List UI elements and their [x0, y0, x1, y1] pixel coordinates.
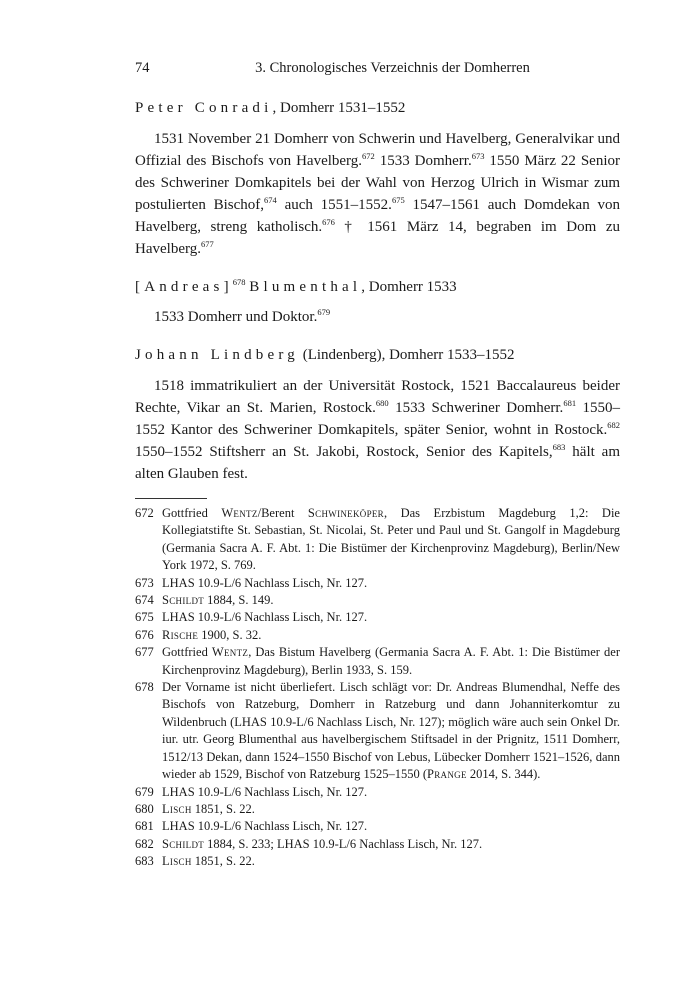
running-title: 3. Chronologisches Verzeichnis der Domherren: [255, 60, 530, 76]
footnote-ref: 681: [563, 398, 577, 408]
footnote-678: [135, 679, 620, 783]
footnote-number: 679: [135, 784, 154, 799]
footnote-text: LHAS 10.9-L/6 Nachlass Lisch, Nr. 127.: [162, 575, 368, 590]
footnote-673: [135, 575, 620, 592]
footnote-ref: 673: [471, 151, 485, 161]
footnote-number: 681: [135, 819, 154, 834]
footnote-text: Schildt 1884, S. 233; LHAS 10.9-L/6 Nachlass Lisch, Nr. 127.: [162, 836, 483, 851]
entry-dates: , Domherr 1533: [361, 279, 457, 295]
footnote-number: 673: [135, 575, 154, 590]
footnote-text: Schildt 1884, S. 149.: [162, 593, 274, 608]
entry-heading-blumenthal: [135, 277, 620, 297]
footnote-ref: 674: [264, 195, 277, 205]
footnote-674: [135, 592, 620, 609]
footnote-text: Gottfried Wentz, Das Bistum Havelberg (Germania Sacra A. F. Abt. 1: Die Bistümer der Kirchenprovinz Magdeburg), Berlin 1933, S. 159.: [162, 645, 620, 677]
footnote-681: [135, 818, 620, 835]
entry-heading-conradi: [135, 98, 620, 118]
entry-name: Blumenthal: [249, 279, 362, 295]
footnote-text: Rische 1900, S. 32.: [162, 627, 262, 642]
page-number: 74: [135, 60, 150, 76]
footnote-text: Der Vorname ist nicht überliefert. Lisch schlägt vor: Dr. Andreas Blumendhal, Neffe des Bischofs von Ratzeburg, Domherr in Ratzeburg und dann Johanniterkomtur zu Wildenbruch (LHAS 10.9-L/6 Nachlass Lisch, Nr. 127); möglich wäre auch sein Onkel Dr. iur. utr. Georg Blumenthal aus havelbergischem Stiftsadel in der Prignitz, 1511 Domherr, 1512/13 Dekan, dann 1524–1550 Bischof von Lebus, Lübecker Domherr 1521–1526, dann wieder ab 1529, Bischof von Ratzeburg 1525–1550 (Prange 2014, S. 344).: [162, 680, 620, 782]
footnote-text: LHAS 10.9-L/6 Nachlass Lisch, Nr. 127.: [162, 819, 368, 834]
footnote-number: 682: [135, 836, 154, 851]
footnote-677: [135, 644, 620, 679]
footnote-ref: 672: [362, 151, 375, 161]
footnote-number: 677: [135, 645, 154, 660]
footnote-text: Lisch 1851, S. 22.: [162, 854, 255, 869]
page-body: [135, 60, 620, 871]
entry-name: Johann Lindberg: [135, 347, 299, 363]
footnote-number: 676: [135, 627, 154, 642]
footnote-text: Lisch 1851, S. 22.: [162, 801, 255, 816]
footnote-ref: 676: [322, 217, 335, 227]
footnote-text: LHAS 10.9-L/6 Nachlass Lisch, Nr. 127.: [162, 784, 368, 799]
footnote-text: Gottfried Wentz/Berent Schwineköper, Das Erzbistum Magdeburg 1,2: Die Kollegiatstifte St. Sebastian, St. Nicolai, St. Peter und Paul und St. Gangolf in Magdeburg (Germania Sacra A. F. Abt. 1: Die Bistümer der Kirchenprovinz Magdeburg), Berlin/New York 1972, S. 769.: [162, 506, 620, 573]
entry-name: Peter Conradi: [135, 100, 273, 116]
footnote-679: [135, 784, 620, 801]
footnote-ref: 683: [552, 442, 566, 452]
footnote-675: [135, 609, 620, 626]
footnote-number: 674: [135, 593, 154, 608]
footnote-676: [135, 627, 620, 644]
footnotes: [135, 505, 620, 871]
entry-bracket-name: [Andreas]: [135, 279, 233, 295]
entry-paragraph-blumenthal: 1533 Domherr und Doktor.$^{679}$: [154, 307, 331, 325]
footnote-680: [135, 801, 620, 818]
running-header: [135, 60, 620, 82]
footnote-ref: 682: [607, 420, 620, 430]
entry-heading-lindberg: [135, 345, 620, 365]
footnote-number: 680: [135, 801, 154, 816]
entry-dates: , Domherr 1531–1552: [272, 100, 406, 116]
entry-paragraph-lindberg: 1518 immatrikuliert an der Universität Rostock, 1521 Baccalaureus beider Rechte, Vikar an St. Marien, Rostock.$^{680}$ 1533 Schweriner Domherr.$^{681}$ 1550–1552 Kantor des Schweriner Domkapitels, später Senior, wohnt in Rostock.$^{682}$ 1550–1552 Stiftsherr an St. Jakobi, Rostock, Senior des Kapitels,$^{683}$ hält am alten Glauben fest.: [135, 378, 620, 482]
footnote-number: 675: [135, 610, 154, 625]
footnote-text: LHAS 10.9-L/6 Nachlass Lisch, Nr. 127.: [162, 610, 368, 625]
footnote-number: 678: [135, 680, 154, 695]
footnote-ref: 679: [317, 307, 331, 317]
entry-dates: (Lindenberg), Domherr 1533–1552: [298, 347, 515, 363]
footnote-ref: 675: [391, 195, 405, 205]
entry-paragraph-conradi: 1531 November 21 Domherr von Schwerin und Havelberg, Generalvikar und Offizial des Bischofs von Havelberg.$^{672}$ 1533 Domherr.$^{673}$ 1550 März 22 Senior des Schweriner Domkapitels bei der Wahl von Herzog Ulrich in Wismar zum postulierten Bischof,$^{674}$ auch 1551–1552.$^{675}$ 1547–1561 auch Domdekan von Havelberg, streng katholisch.$^{676}$ † 1561 März 14, begraben im Dom zu Havelberg.$^{677}$: [135, 131, 620, 257]
footnote-672: [135, 505, 620, 575]
footnote-ref: 677: [200, 239, 214, 249]
footnote-ref: 680: [375, 398, 389, 408]
footnote-683: [135, 853, 620, 870]
footnote-number: 683: [135, 854, 154, 869]
footnote-ref: 678: [232, 277, 246, 287]
footnote-number: 672: [135, 506, 154, 520]
footnote-682: [135, 836, 620, 853]
footnote-rule: [135, 498, 207, 499]
